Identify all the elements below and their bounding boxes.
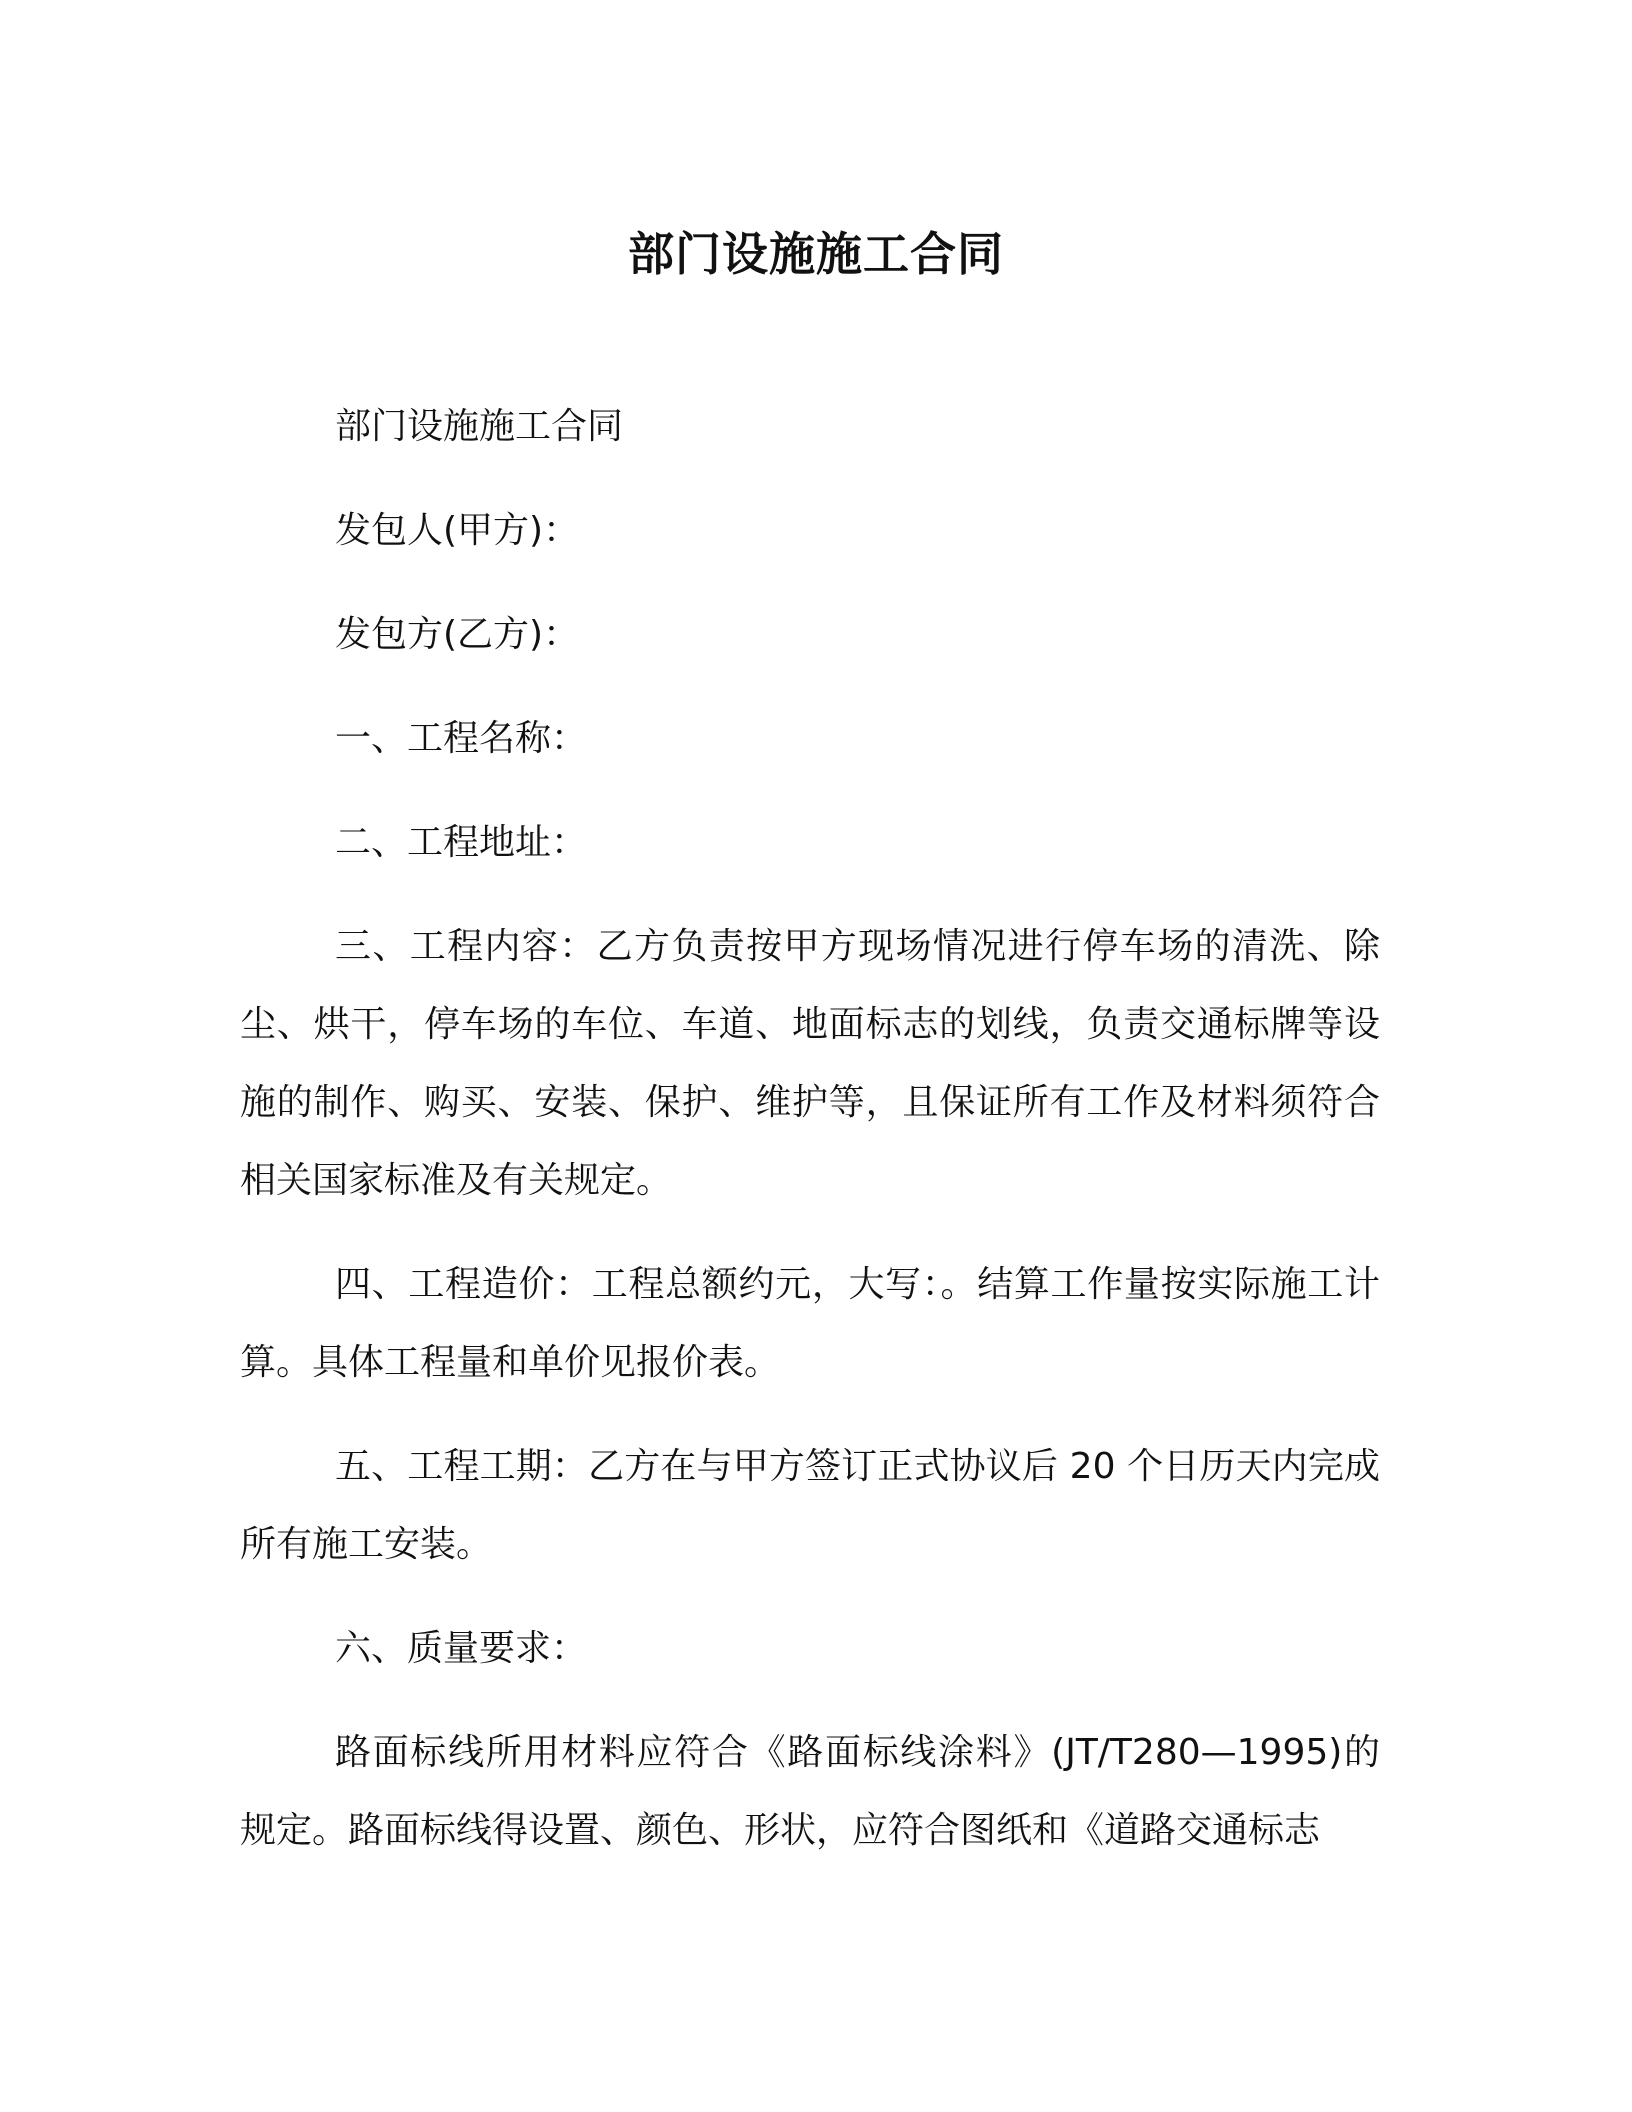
- party-a-line: 发包人(甲方)：: [335, 510, 580, 551]
- contract-name-line: 部门设施施工合同: [335, 406, 624, 447]
- project-period-clause: 五、工程工期：乙方在与甲方签订正式协议后 20 个日历天内完成所有施工安装。: [240, 1446, 1380, 1565]
- document-body: [240, 388, 1380, 1896]
- project-content-clause: 三、工程内容：乙方负责按甲方现场情况进行停车场的清洗、除尘、烘干，停车场的车位、车道、地面标志的划线，负责交通标牌等设施的制作、购买、安装、保护、维护等，且保证所有工作及材料须符合相关国家标准及有关规定。: [240, 926, 1380, 1201]
- document-title: 部门设施施工合同: [628, 227, 1004, 281]
- quality-requirements-heading: 六、质量要求：: [335, 1628, 588, 1669]
- project-cost-clause: 四、工程造价：工程总额约元，大写：。结算工作量按实际施工计算。具体工程量和单价见报价表。: [240, 1264, 1380, 1383]
- party-b-line: 发包方(乙方)：: [335, 614, 580, 655]
- project-name-clause: 一、工程名称：: [335, 718, 588, 759]
- road-marking-material-paragraph: 路面标线所用材料应符合《路面标线涂料》(JT/T280—1995)的规定。路面标线得设置、颜色、形状，应符合图纸和《道路交通标志: [240, 1732, 1380, 1851]
- project-address-clause: 二、工程地址：: [335, 822, 588, 863]
